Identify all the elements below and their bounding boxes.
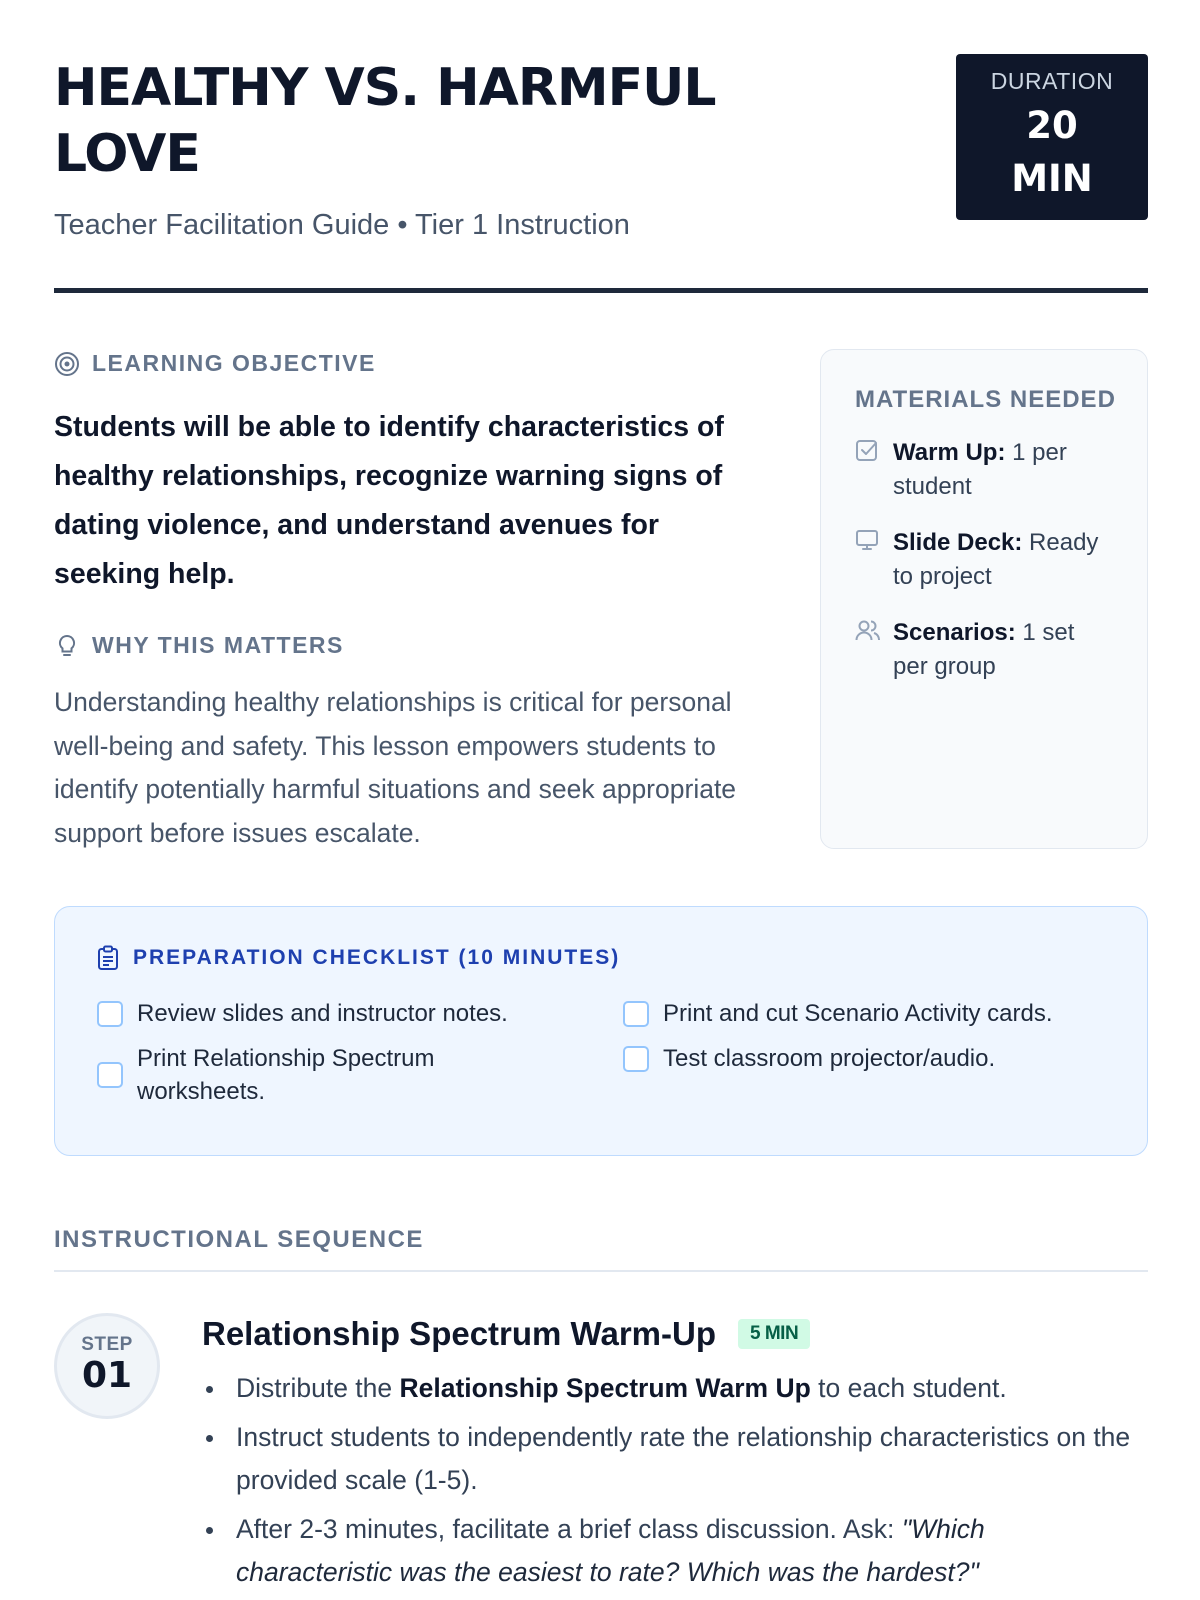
checklist-item-label: Test classroom projector/audio. [663, 1045, 996, 1072]
page-subtitle: Teacher Facilitation Guide • Tier 1 Instruction [54, 209, 630, 241]
checkbox[interactable] [97, 1001, 123, 1027]
checklist-item[interactable] [97, 997, 623, 1030]
material-name: Slide Deck: [893, 529, 1023, 556]
material-detail: 1 set per group [893, 619, 1075, 680]
material-name: Warm Up: [893, 439, 1006, 466]
checkbox[interactable] [623, 1046, 649, 1072]
page-title: HEALTHY VS. HARMFUL LOVE [54, 58, 716, 184]
lightbulb-icon [54, 633, 80, 659]
checkbox[interactable] [97, 1062, 123, 1088]
materials-title: MATERIALS NEEDED [855, 386, 1116, 413]
checklist-item-label: Print Relationship Spectrum worksheets. [137, 1045, 435, 1105]
checklist-item[interactable] [97, 1042, 623, 1108]
why-this-matters-heading [54, 632, 754, 659]
monitor-icon [855, 528, 879, 552]
step-badge [54, 1313, 160, 1419]
learning-objective-text: Students will be able to identify characteristics of healthy relationships, recognize warning signs of dating violence, and understand avenues for seeking help. [54, 411, 724, 590]
step-instruction-item: After 2-3 minutes, facilitate a brief class discussion. Ask: "Which characteristic was the easiest to rate? Which was the hardest?" [202, 1508, 1148, 1594]
checkbox-icon [855, 438, 879, 462]
materials-card [820, 349, 1148, 849]
duration-value: 20 [1026, 104, 1078, 147]
step-instructions [202, 1367, 1148, 1594]
material-item [855, 436, 1147, 504]
checkbox[interactable] [623, 1001, 649, 1027]
material-item [855, 616, 1147, 684]
step-number: 01 [81, 1355, 133, 1396]
material-item [855, 526, 1147, 594]
duration-unit: MIN [1011, 157, 1093, 200]
material-name: Scenarios: [893, 619, 1016, 646]
step-time-badge: 5 MIN [738, 1319, 810, 1349]
preparation-checklist [54, 906, 1148, 1156]
step-label: STEP [81, 1334, 133, 1355]
why-this-matters-text: Understanding healthy relationships is critical for personal well-being and safety. This lesson empowers students to identify potentially harmful situations and seek appropriate support before issues escalate. [54, 687, 737, 848]
instructional-sequence-heading: INSTRUCTIONAL SEQUENCE [54, 1226, 424, 1253]
clipboard-icon [97, 945, 119, 971]
step-title: Relationship Spectrum Warm-Up [202, 1315, 716, 1352]
preparation-checklist-heading [97, 945, 1147, 971]
step-card [202, 1315, 1148, 1600]
header-divider [54, 288, 1148, 293]
preparation-checklist-title: PREPARATION CHECKLIST (10 MINUTES) [133, 946, 621, 969]
sequence-divider [54, 1270, 1148, 1272]
why-this-matters-label: WHY THIS MATTERS [92, 632, 344, 658]
step-instruction-item: Instruct students to independently rate the relationship characteristics on the provided scale (1-5). [202, 1416, 1148, 1502]
learning-objective-heading [54, 350, 754, 377]
why-this-matters-section [54, 632, 754, 855]
step-instruction-item: Distribute the Relationship Spectrum Warm Up to each student. [202, 1367, 1148, 1410]
duration-label: DURATION [990, 68, 1114, 94]
material-detail: Ready to project [893, 529, 1099, 590]
users-icon [855, 618, 881, 642]
material-detail: 1 per student [893, 439, 1067, 500]
duration-badge [956, 54, 1148, 220]
target-icon [54, 351, 80, 377]
checklist-item[interactable] [623, 997, 1123, 1030]
checklist-item-label: Print and cut Scenario Activity cards. [663, 1000, 1053, 1027]
checklist-item[interactable] [623, 1042, 1123, 1075]
learning-objective-label: LEARNING OBJECTIVE [92, 350, 376, 376]
learning-objective-section [54, 350, 754, 599]
checklist-item-label: Review slides and instructor notes. [137, 1000, 508, 1027]
